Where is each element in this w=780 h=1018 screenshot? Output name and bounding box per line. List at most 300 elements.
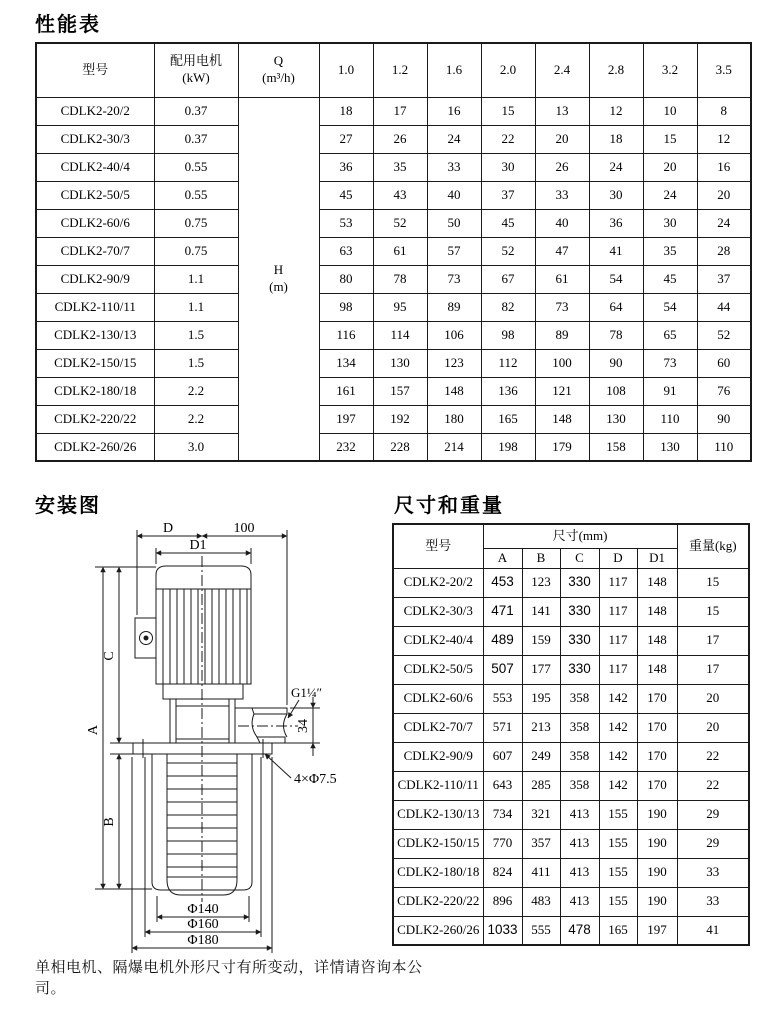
dims-d-cell: 155	[599, 829, 637, 858]
dims-d-cell: 155	[599, 800, 637, 829]
perf-head-value-cell: 112	[481, 349, 535, 377]
dimensions-section-title: 尺寸和重量	[394, 495, 504, 517]
perf-model-cell: CDLK2-180/18	[36, 377, 154, 405]
perf-head-value-cell: 73	[643, 349, 697, 377]
perf-motor-kw-cell: 2.2	[154, 405, 238, 433]
dims-b-cell: 177	[522, 655, 560, 684]
perf-motor-kw-cell: 1.5	[154, 321, 238, 349]
perf-header-motor-line2: (kW)	[182, 70, 210, 86]
perf-head-value-cell: 28	[697, 237, 751, 265]
port-flange-hatch-bottom	[257, 737, 285, 743]
dimensions-row	[393, 684, 749, 713]
dims-weight-cell: 41	[677, 916, 749, 945]
performance-row	[36, 321, 751, 349]
dims-a-cell: 553	[483, 684, 522, 713]
dims-c-cell: 413	[560, 800, 599, 829]
dim-label-100: 100	[233, 521, 255, 536]
perf-head-value-cell: 8	[697, 97, 751, 125]
dims-header-weight: 重量(kg)	[677, 524, 749, 568]
installation-diagram	[30, 515, 390, 970]
dims-c-cell: 330	[560, 597, 599, 626]
dims-model-cell: CDLK2-150/15	[393, 829, 483, 858]
performance-row	[36, 237, 751, 265]
performance-row	[36, 377, 751, 405]
perf-model-cell: CDLK2-30/3	[36, 125, 154, 153]
perf-head-value-cell: 22	[481, 125, 535, 153]
dims-size-column-header: B	[522, 548, 560, 568]
perf-head-value-cell: 136	[481, 377, 535, 405]
installation-section-title: 安装图	[35, 495, 101, 517]
perf-head-value-cell: 20	[643, 153, 697, 181]
dims-d-cell: 142	[599, 713, 637, 742]
dims-d-cell: 155	[599, 887, 637, 916]
perf-head-value-cell: 67	[481, 265, 535, 293]
dims-size-column-header: D1	[637, 548, 677, 568]
perf-head-value-cell: 33	[427, 153, 481, 181]
dims-b-cell: 483	[522, 887, 560, 916]
perf-head-value-cell: 15	[481, 97, 535, 125]
perf-head-value-cell: 161	[319, 377, 373, 405]
perf-head-value-cell: 30	[481, 153, 535, 181]
dims-c-cell: 358	[560, 713, 599, 742]
perf-head-value-cell: 65	[643, 321, 697, 349]
dims-model-cell: CDLK2-180/18	[393, 858, 483, 887]
dims-d-cell: 142	[599, 742, 637, 771]
perf-head-value-cell: 165	[481, 405, 535, 433]
dimensions-row	[393, 916, 749, 945]
perf-head-value-cell: 76	[697, 377, 751, 405]
dims-a-cell: 607	[483, 742, 522, 771]
dims-weight-cell: 20	[677, 684, 749, 713]
perf-head-value-cell: 52	[697, 321, 751, 349]
perf-head-value-cell: 98	[481, 321, 535, 349]
performance-row	[36, 97, 751, 125]
perf-head-value-cell: 40	[427, 181, 481, 209]
perf-motor-kw-cell: 2.2	[154, 377, 238, 405]
performance-row	[36, 209, 751, 237]
dims-b-cell: 321	[522, 800, 560, 829]
dims-c-cell: 330	[560, 568, 599, 597]
perf-header-motor-line1: 配用电机	[169, 53, 222, 69]
perf-head-value-cell: 24	[643, 181, 697, 209]
port-thread-label: G1¼″	[291, 685, 323, 700]
perf-model-cell: CDLK2-90/9	[36, 265, 154, 293]
dims-c-cell: 413	[560, 829, 599, 858]
dims-a-cell: 507	[483, 655, 522, 684]
perf-head-value-cell: 98	[319, 293, 373, 321]
perf-head-value-cell: 110	[697, 433, 751, 461]
dims-a-cell: 643	[483, 771, 522, 800]
dims-weight-cell: 15	[677, 568, 749, 597]
perf-head-value-cell: 30	[643, 209, 697, 237]
dimensions-header-row1	[393, 524, 749, 548]
dims-a-cell: 824	[483, 858, 522, 887]
dimensions-row	[393, 568, 749, 597]
dims-header-size-group: 尺寸(mm)	[483, 524, 677, 548]
perf-head-value-cell: 228	[373, 433, 427, 461]
perf-head-value-cell: 45	[319, 181, 373, 209]
perf-head-value-cell: 73	[427, 265, 481, 293]
dims-d1-cell: 170	[637, 713, 677, 742]
dims-b-cell: 249	[522, 742, 560, 771]
dims-b-cell: 213	[522, 713, 560, 742]
perf-model-cell: CDLK2-40/4	[36, 153, 154, 181]
perf-head-value-cell: 54	[589, 265, 643, 293]
dims-weight-cell: 29	[677, 800, 749, 829]
dims-d1-cell: 148	[637, 568, 677, 597]
perf-model-cell: CDLK2-20/2	[36, 97, 154, 125]
perf-head-value-cell: 35	[373, 153, 427, 181]
perf-head-value-cell: 130	[643, 433, 697, 461]
dims-model-cell: CDLK2-20/2	[393, 568, 483, 597]
perf-model-cell: CDLK2-260/26	[36, 433, 154, 461]
dims-b-cell: 195	[522, 684, 560, 713]
perf-head-value-cell: 158	[589, 433, 643, 461]
perf-head-value-cell: 53	[319, 209, 373, 237]
dims-a-cell: 571	[483, 713, 522, 742]
performance-header-row	[36, 43, 751, 97]
dims-a-cell: 471	[483, 597, 522, 626]
perf-motor-kw-cell: 0.75	[154, 237, 238, 265]
perf-head-value-cell: 157	[373, 377, 427, 405]
dims-b-cell: 357	[522, 829, 560, 858]
dims-c-cell: 413	[560, 887, 599, 916]
perf-header-q	[238, 43, 319, 97]
dims-a-cell: 489	[483, 626, 522, 655]
dims-weight-cell: 22	[677, 771, 749, 800]
perf-head-value-cell: 44	[697, 293, 751, 321]
dims-weight-cell: 33	[677, 858, 749, 887]
perf-head-value-cell: 197	[319, 405, 373, 433]
perf-head-value-cell: 106	[427, 321, 481, 349]
dims-c-cell: 358	[560, 742, 599, 771]
dims-d1-cell: 190	[637, 800, 677, 829]
perf-head-value-cell: 41	[589, 237, 643, 265]
dims-size-column-header: C	[560, 548, 599, 568]
dims-model-cell: CDLK2-50/5	[393, 655, 483, 684]
performance-row	[36, 349, 751, 377]
perf-head-value-cell: 130	[589, 405, 643, 433]
perf-motor-kw-cell: 3.0	[154, 433, 238, 461]
perf-motor-kw-cell: 0.37	[154, 125, 238, 153]
perf-head-value-cell: 50	[427, 209, 481, 237]
perf-head-value-cell: 80	[319, 265, 373, 293]
dims-c-cell: 330	[560, 626, 599, 655]
dims-d-cell: 117	[599, 568, 637, 597]
perf-head-value-cell: 130	[373, 349, 427, 377]
perf-head-value-cell: 180	[427, 405, 481, 433]
perf-head-value-cell: 179	[535, 433, 589, 461]
perf-flow-column-header: 2.8	[589, 43, 643, 97]
perf-head-value-cell: 24	[697, 209, 751, 237]
dimensions-row	[393, 800, 749, 829]
dimensions-row	[393, 771, 749, 800]
perf-head-value-cell: 26	[535, 153, 589, 181]
perf-head-value-cell: 148	[535, 405, 589, 433]
perf-head-value-cell: 47	[535, 237, 589, 265]
perf-head-value-cell: 37	[697, 265, 751, 293]
bolt-holes-label: 4×Φ7.5	[294, 772, 337, 787]
perf-header-model: 型号	[36, 43, 154, 97]
dims-d-cell: 117	[599, 655, 637, 684]
dims-d1-cell: 190	[637, 887, 677, 916]
perf-head-value-cell: 63	[319, 237, 373, 265]
dims-b-cell: 159	[522, 626, 560, 655]
dims-model-cell: CDLK2-40/4	[393, 626, 483, 655]
perf-head-value-cell: 114	[373, 321, 427, 349]
perf-head-value-cell: 54	[643, 293, 697, 321]
dims-model-cell: CDLK2-220/22	[393, 887, 483, 916]
dim-label-34: 34	[296, 719, 311, 733]
dimensions-row	[393, 742, 749, 771]
dims-model-cell: CDLK2-260/26	[393, 916, 483, 945]
perf-head-value-cell: 214	[427, 433, 481, 461]
perf-head-value-cell: 134	[319, 349, 373, 377]
perf-head-value-cell: 89	[535, 321, 589, 349]
port-flange-hatch-top	[252, 708, 287, 714]
dims-a-cell: 896	[483, 887, 522, 916]
dims-weight-cell: 17	[677, 626, 749, 655]
perf-head-value-cell: 73	[535, 293, 589, 321]
perf-header-q-line1: Q	[273, 53, 284, 69]
dim-label-b: B	[102, 817, 117, 827]
perf-head-value-cell: 20	[535, 125, 589, 153]
dimensions-row	[393, 655, 749, 684]
dimensions-row	[393, 858, 749, 887]
dims-d1-cell: 148	[637, 597, 677, 626]
perf-head-value-cell: 61	[535, 265, 589, 293]
perf-model-cell: CDLK2-220/22	[36, 405, 154, 433]
head-unit-line2: (m)	[269, 278, 288, 294]
dims-model-cell: CDLK2-110/11	[393, 771, 483, 800]
perf-flow-column-header: 1.2	[373, 43, 427, 97]
perf-head-value-cell: 16	[697, 153, 751, 181]
perf-head-value-cell: 26	[373, 125, 427, 153]
dims-a-cell: 770	[483, 829, 522, 858]
plate-bolt-marks	[143, 739, 263, 758]
perf-head-value-cell: 36	[589, 209, 643, 237]
perf-head-value-cell: 20	[697, 181, 751, 209]
dims-a-cell: 1033	[483, 916, 522, 945]
dim-label-dia160: Φ160	[187, 917, 219, 932]
perf-head-value-cell: 108	[589, 377, 643, 405]
perf-head-value-cell: 192	[373, 405, 427, 433]
perf-model-cell: CDLK2-130/13	[36, 321, 154, 349]
performance-row	[36, 181, 751, 209]
dims-d-cell: 117	[599, 626, 637, 655]
perf-head-value-cell: 18	[319, 97, 373, 125]
dims-d-cell: 142	[599, 684, 637, 713]
dim-label-d1: D1	[189, 538, 207, 553]
perf-model-cell: CDLK2-60/6	[36, 209, 154, 237]
perf-motor-kw-cell: 0.75	[154, 209, 238, 237]
performance-section-title: 性能表	[35, 14, 101, 36]
motor-top-cap	[156, 566, 251, 589]
perf-head-value-cell: 27	[319, 125, 373, 153]
footnote: 单相电机、隔爆电机外形尺寸有所变动，详情请咨询本公司。	[35, 959, 423, 997]
performance-row	[36, 265, 751, 293]
dims-d-cell: 165	[599, 916, 637, 945]
dimensions-row	[393, 626, 749, 655]
dims-d-cell: 117	[599, 597, 637, 626]
perf-head-value-cell: 35	[643, 237, 697, 265]
dims-d1-cell: 148	[637, 655, 677, 684]
perf-head-value-cell: 24	[427, 125, 481, 153]
dims-model-cell: CDLK2-60/6	[393, 684, 483, 713]
performance-row	[36, 125, 751, 153]
performance-table	[35, 42, 752, 462]
perf-head-value-cell: 110	[643, 405, 697, 433]
perf-flow-column-header: 2.4	[535, 43, 589, 97]
dimensions-table	[392, 523, 750, 946]
perf-motor-kw-cell: 0.55	[154, 153, 238, 181]
dims-c-cell: 358	[560, 684, 599, 713]
perf-head-value-cell: 61	[373, 237, 427, 265]
motor-fins	[163, 589, 247, 684]
dimensions-row	[393, 887, 749, 916]
dims-d1-cell: 190	[637, 829, 677, 858]
dims-weight-cell: 29	[677, 829, 749, 858]
dims-model-cell: CDLK2-90/9	[393, 742, 483, 771]
perf-head-value-cell: 78	[373, 265, 427, 293]
perf-head-value-cell: 12	[697, 125, 751, 153]
dims-d-cell: 155	[599, 858, 637, 887]
perf-head-value-cell: 64	[589, 293, 643, 321]
perf-flow-column-header: 1.6	[427, 43, 481, 97]
perf-motor-kw-cell: 0.55	[154, 181, 238, 209]
perf-model-cell: CDLK2-70/7	[36, 237, 154, 265]
dims-b-cell: 555	[522, 916, 560, 945]
perf-head-value-cell: 45	[643, 265, 697, 293]
dims-b-cell: 141	[522, 597, 560, 626]
dims-weight-cell: 33	[677, 887, 749, 916]
perf-head-value-cell: 100	[535, 349, 589, 377]
dims-header-model: 型号	[393, 524, 483, 568]
dims-model-cell: CDLK2-130/13	[393, 800, 483, 829]
perf-head-value-cell: 90	[697, 405, 751, 433]
dims-size-column-header: D	[599, 548, 637, 568]
dims-d1-cell: 197	[637, 916, 677, 945]
perf-flow-column-header: 1.0	[319, 43, 373, 97]
dims-a-cell: 453	[483, 568, 522, 597]
dims-c-cell: 330	[560, 655, 599, 684]
perf-head-value-cell: 43	[373, 181, 427, 209]
perf-head-value-cell: 148	[427, 377, 481, 405]
perf-head-value-cell: 121	[535, 377, 589, 405]
perf-motor-kw-cell: 1.5	[154, 349, 238, 377]
dims-a-cell: 734	[483, 800, 522, 829]
dims-d1-cell: 170	[637, 684, 677, 713]
perf-head-value-cell: 89	[427, 293, 481, 321]
dims-weight-cell: 20	[677, 713, 749, 742]
dimensions-row	[393, 829, 749, 858]
dims-b-cell: 411	[522, 858, 560, 887]
performance-row	[36, 433, 751, 461]
perf-head-value-cell: 52	[373, 209, 427, 237]
perf-head-value-cell: 232	[319, 433, 373, 461]
perf-head-value-cell: 40	[535, 209, 589, 237]
perf-motor-kw-cell: 1.1	[154, 293, 238, 321]
performance-table-body	[36, 97, 751, 461]
perf-head-value-cell: 198	[481, 433, 535, 461]
perf-head-value-cell: 82	[481, 293, 535, 321]
perf-flow-column-header: 2.0	[481, 43, 535, 97]
dim-label-c: C	[102, 651, 117, 661]
dim-label-dia140: Φ140	[187, 902, 219, 917]
perf-model-cell: CDLK2-150/15	[36, 349, 154, 377]
perf-head-value-cell: 24	[589, 153, 643, 181]
perf-head-value-cell: 37	[481, 181, 535, 209]
perf-head-value-cell: 30	[589, 181, 643, 209]
perf-head-value-cell: 15	[643, 125, 697, 153]
dims-b-cell: 285	[522, 771, 560, 800]
dim-label-d: D	[162, 521, 174, 536]
perf-head-value-cell: 36	[319, 153, 373, 181]
perf-head-value-cell: 12	[589, 97, 643, 125]
dimensions-row	[393, 713, 749, 742]
perf-motor-kw-cell: 0.37	[154, 97, 238, 125]
performance-row	[36, 153, 751, 181]
perf-header-q-line2: (m³/h)	[262, 70, 295, 86]
dims-size-column-header: A	[483, 548, 522, 568]
perf-head-value-cell: 17	[373, 97, 427, 125]
bolt-holes-leader	[265, 754, 291, 778]
perf-head-value-cell: 33	[535, 181, 589, 209]
dims-d1-cell: 148	[637, 626, 677, 655]
perf-model-cell: CDLK2-50/5	[36, 181, 154, 209]
dimensions-row	[393, 597, 749, 626]
dims-model-cell: CDLK2-70/7	[393, 713, 483, 742]
perf-head-value-cell: 57	[427, 237, 481, 265]
dims-weight-cell: 17	[677, 655, 749, 684]
perf-head-unit-cell	[238, 97, 319, 461]
perf-head-value-cell: 45	[481, 209, 535, 237]
dims-model-cell: CDLK2-30/3	[393, 597, 483, 626]
performance-row	[36, 405, 751, 433]
perf-head-value-cell: 116	[319, 321, 373, 349]
perf-head-value-cell: 13	[535, 97, 589, 125]
perf-head-value-cell: 91	[643, 377, 697, 405]
dims-c-cell: 478	[560, 916, 599, 945]
terminal-box-gland-center	[144, 636, 148, 640]
performance-row	[36, 293, 751, 321]
perf-head-value-cell: 95	[373, 293, 427, 321]
perf-head-value-cell: 52	[481, 237, 535, 265]
perf-head-value-cell: 78	[589, 321, 643, 349]
dims-weight-cell: 15	[677, 597, 749, 626]
dim-label-dia180: Φ180	[187, 933, 219, 948]
dims-weight-cell: 22	[677, 742, 749, 771]
dims-c-cell: 413	[560, 858, 599, 887]
dims-c-cell: 358	[560, 771, 599, 800]
dim-extension-lines-left	[95, 743, 152, 889]
perf-head-value-cell: 10	[643, 97, 697, 125]
perf-header-motor	[154, 43, 238, 97]
perf-head-value-cell: 90	[589, 349, 643, 377]
dimensions-table-body	[393, 568, 749, 945]
dim-label-a: A	[86, 724, 101, 736]
perf-head-value-cell: 18	[589, 125, 643, 153]
dims-d1-cell: 190	[637, 858, 677, 887]
dims-d-cell: 142	[599, 771, 637, 800]
perf-head-value-cell: 16	[427, 97, 481, 125]
perf-head-value-cell: 60	[697, 349, 751, 377]
head-unit-line1: H	[273, 261, 284, 277]
dims-b-cell: 123	[522, 568, 560, 597]
dims-d1-cell: 170	[637, 742, 677, 771]
perf-model-cell: CDLK2-110/11	[36, 293, 154, 321]
perf-motor-kw-cell: 1.1	[154, 265, 238, 293]
